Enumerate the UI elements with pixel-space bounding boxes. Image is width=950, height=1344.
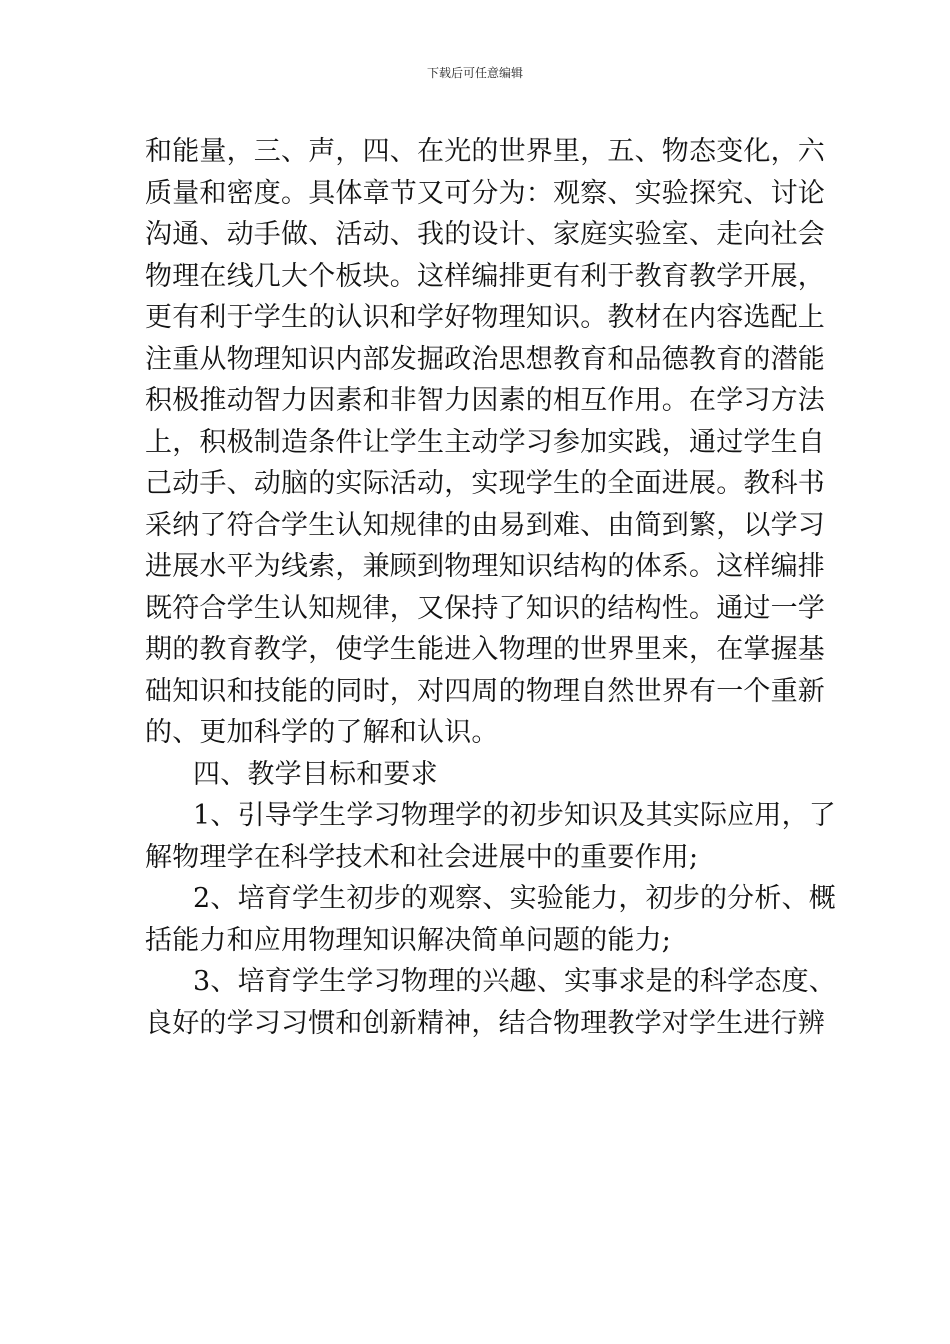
text-line-2: 质量和密度。具体章节又可分为：观察、实验探究、讨论 [145,177,825,209]
text-line-4: 物理在线几大个板块。这样编排更有利于教育教学开展， [145,260,825,292]
text-line-1: 和能量，三、声，四、在光的世界里，五、物态变化，六 [145,136,825,167]
text-line-12: 既符合学生认知规律，又保持了知识的结构性。通过一学 [145,592,825,624]
text-line-9: 己动手、动脑的实际活动，实现学生的全面进展。教科书 [145,468,825,499]
list-item-2-line-2: 括能力和应用物理知识解决简单问题的能力; [145,924,672,956]
list-item-1-line-1: 1、引导学生学习物理学的初步知识及其实际应用，了 [193,800,836,831]
page-header-note: 下载后可任意编辑 [426,66,523,80]
text-line-13: 期的教育教学，使学生能进入物理的世界里来，在掌握基 [145,634,825,665]
text-line-15: 的、更加科学的了解和认识。 [145,717,499,748]
text-line-11: 进展水平为线索，兼顾到物理知识结构的体系。这样编排 [145,551,825,582]
text-line-6: 注重从物理知识内部发掘政治思想教育和品德教育的潜能 [145,343,825,375]
text-line-14: 础知识和技能的同时，对四周的物理自然世界有一个重新 [145,675,825,707]
list-item-2-line-1: 2、培育学生初步的观察、实验能力，初步的分析、概 [193,883,836,914]
list-item-3-line-2: 良好的学习习惯和创新精神，结合物理教学对学生进行辨 [145,1007,825,1039]
text-line-7: 积极推动智力因素和非智力因素的相互作用。在学习方法 [145,385,825,416]
section-heading: 四、教学目标和要求 [193,758,438,790]
text-line-8: 上，积极制造条件让学生主动学习参加实践，通过学生自 [145,426,825,458]
text-line-5: 更有利于学生的认识和学好物理知识。教材在内容选配上 [145,302,825,333]
list-item-3-line-1: 3、培育学生学习物理的兴趣、实事求是的科学态度、 [193,966,836,997]
text-line-3: 沟通、动手做、活动、我的设计、家庭实验室、走向社会 [145,219,825,250]
text-line-10: 采纳了符合学生认知规律的由易到难、由简到繁，以学习 [145,509,825,541]
list-item-1-line-2: 解物理学在科学技术和社会进展中的重要作用; [145,841,699,873]
document-body [145,131,836,1044]
